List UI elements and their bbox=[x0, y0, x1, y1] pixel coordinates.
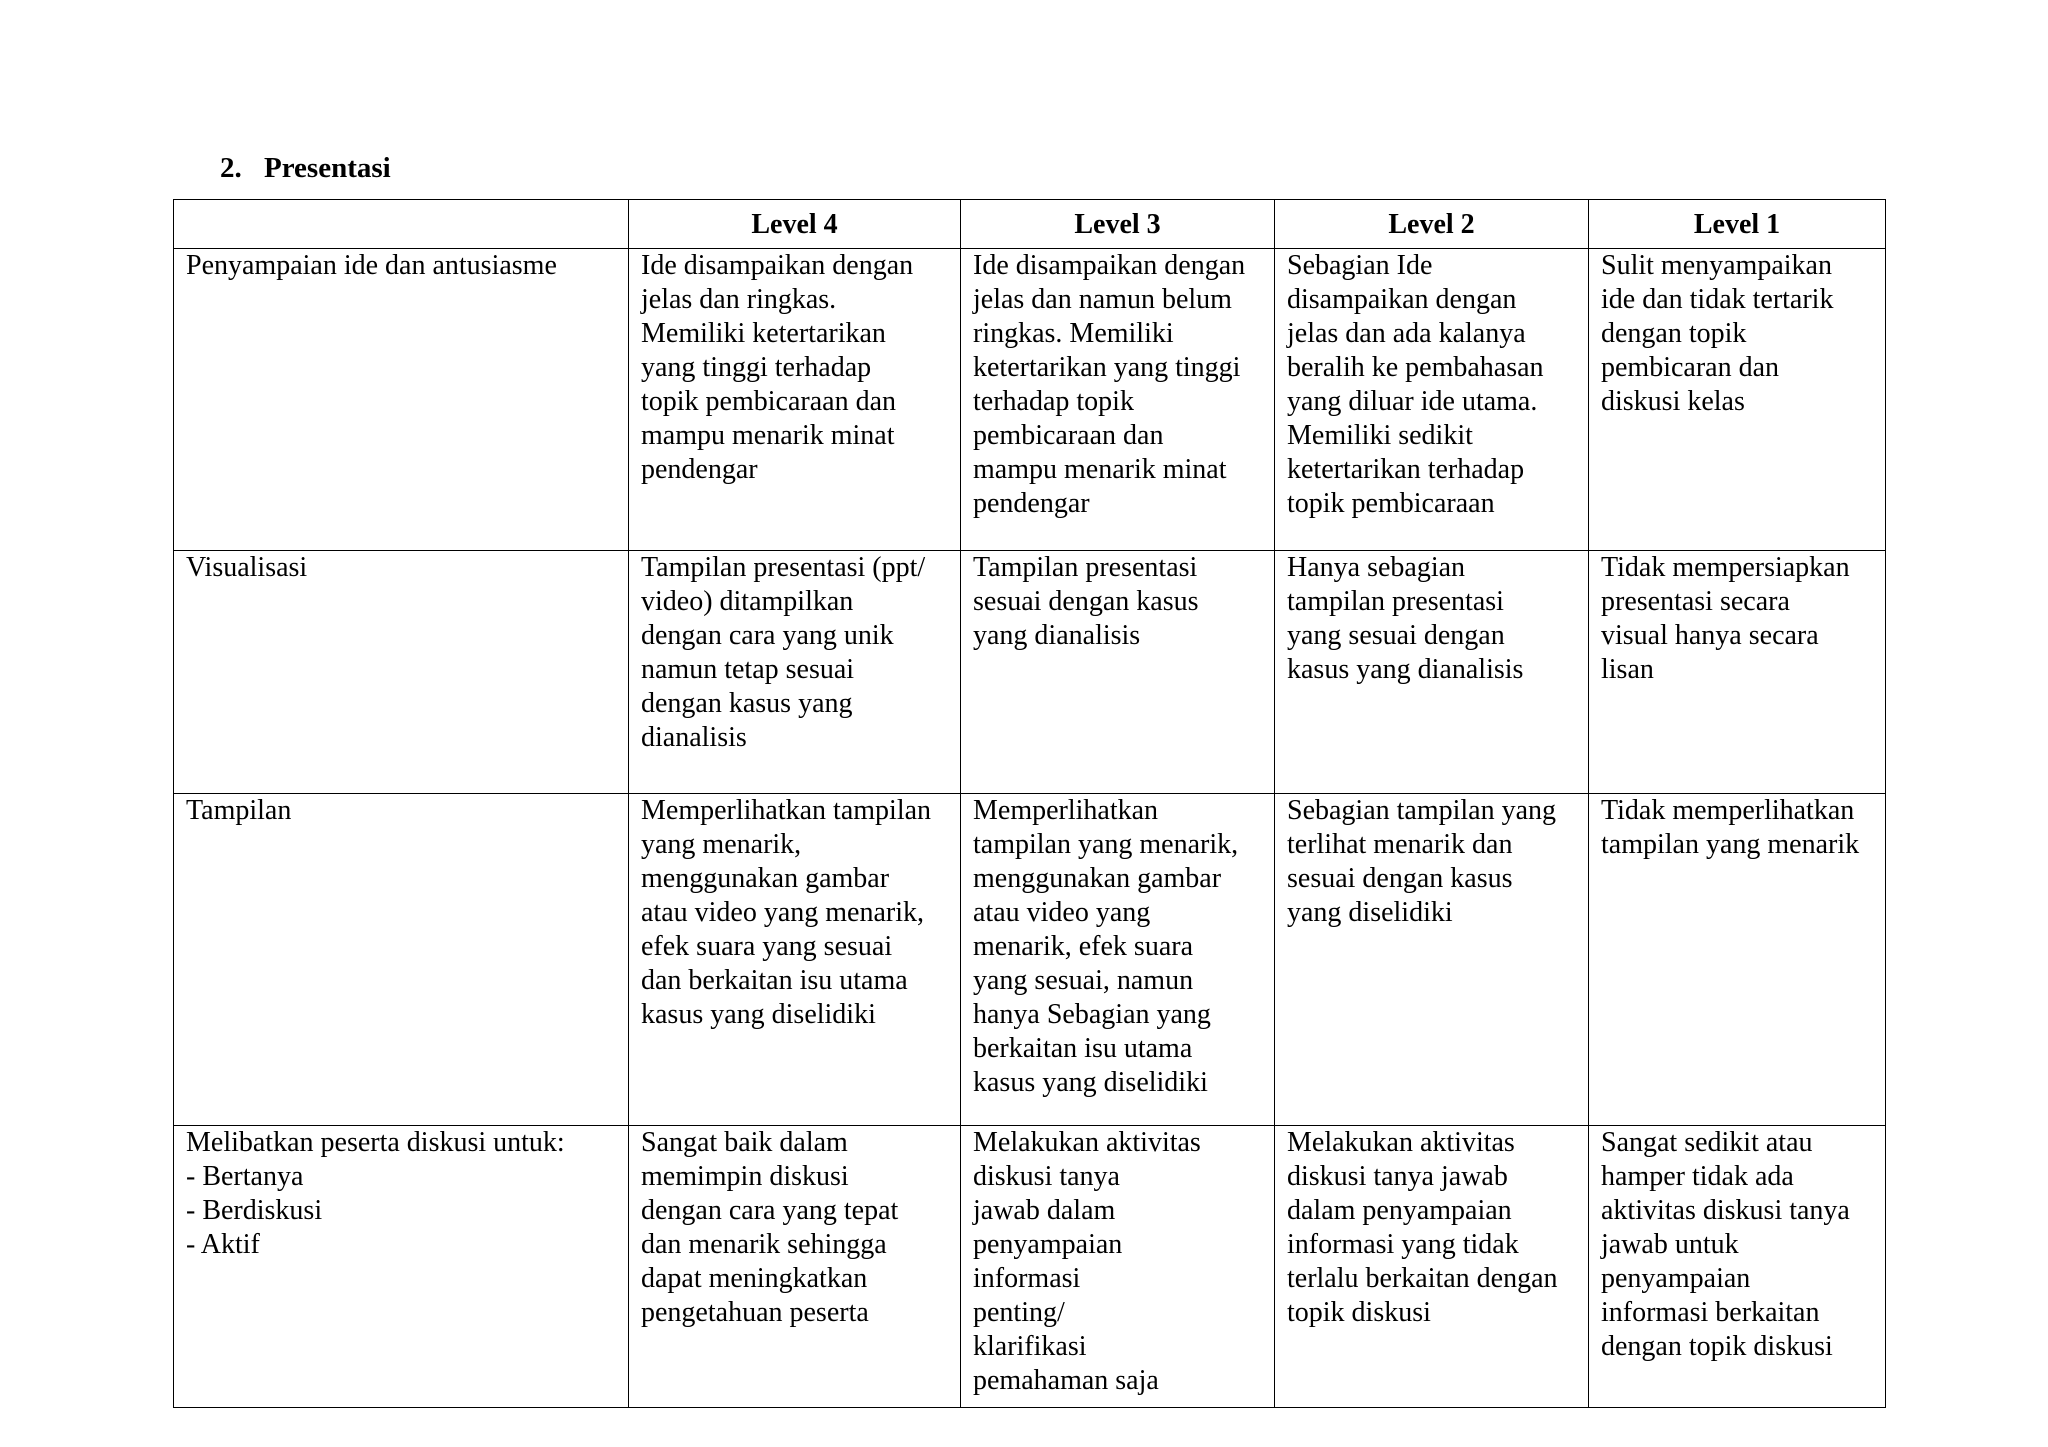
criterion-cell bbox=[174, 551, 629, 794]
level-2-cell bbox=[1275, 249, 1589, 551]
criterion-label: Visualisasi bbox=[186, 552, 308, 583]
level-4-description: Ide disampaikan dengan jelas dan ringkas. Memiliki ketertarikan yang tinggi terhadap topik pembicaraan dan mampu menarik minat pendengar bbox=[641, 250, 914, 485]
criterion-sublist bbox=[186, 1160, 616, 1262]
level-1-cell bbox=[1589, 1126, 1886, 1408]
criterion-label: Melibatkan peserta diskusi untuk: bbox=[186, 1127, 565, 1158]
criterion-label: Penyampaian ide dan antusiasme bbox=[186, 250, 557, 281]
header-level-2: Level 2 bbox=[1275, 200, 1589, 249]
section-number: 2. bbox=[220, 152, 242, 184]
criterion-sublist-item: - Bertanya bbox=[186, 1160, 616, 1194]
table-row bbox=[174, 1126, 1886, 1408]
header-row bbox=[174, 200, 1886, 249]
level-3-cell bbox=[961, 551, 1275, 794]
level-4-cell bbox=[629, 249, 961, 551]
header-criterion bbox=[174, 200, 629, 249]
header-level-1: Level 1 bbox=[1589, 200, 1886, 249]
level-2-cell bbox=[1275, 794, 1589, 1126]
section-heading bbox=[220, 148, 391, 188]
level-3-description: Ide disampaikan dengan jelas dan namun belum ringkas. Memiliki ketertarikan yang tinggi terhadap topik pembicaraan dan mampu menarik minat pendengar bbox=[973, 250, 1246, 519]
table-row bbox=[174, 794, 1886, 1126]
level-3-cell bbox=[961, 794, 1275, 1126]
criterion-label: Tampilan bbox=[186, 795, 292, 826]
level-1-cell bbox=[1589, 551, 1886, 794]
level-2-cell bbox=[1275, 1126, 1589, 1408]
level-1-description: Tidak memperlihatkan tampilan yang menarik bbox=[1601, 795, 1860, 860]
level-2-description: Hanya sebagian tampilan presentasi yang sesuai dengan kasus yang dianalisis bbox=[1287, 552, 1524, 685]
criterion-cell bbox=[174, 249, 629, 551]
level-3-description: Tampilan presentasi sesuai dengan kasus yang dianalisis bbox=[973, 552, 1199, 651]
level-3-cell bbox=[961, 1126, 1275, 1408]
level-3-description: Memperlihatkan tampilan yang menarik, menggunakan gambar atau video yang menarik, efek suara yang sesuai, namun hanya Sebagian yang berkaitan isu utama kasus yang diselidiki bbox=[973, 795, 1239, 1098]
level-1-cell bbox=[1589, 249, 1886, 551]
header-level-3: Level 3 bbox=[961, 200, 1275, 249]
criterion-sublist-item: - Berdiskusi bbox=[186, 1194, 616, 1228]
level-4-description: Tampilan presentasi (ppt/ video) ditampilkan dengan cara yang unik namun tetap sesuai dengan kasus yang dianalisis bbox=[641, 552, 926, 753]
header-level-4: Level 4 bbox=[629, 200, 961, 249]
presentation-rubric-table bbox=[173, 199, 1886, 1408]
criterion-sublist-item: - Aktif bbox=[186, 1228, 616, 1262]
level-2-cell bbox=[1275, 551, 1589, 794]
level-3-description: Melakukan aktivitas diskusi tanya jawab dalam penyampaian informasi penting/ klarifikasi pemahaman saja bbox=[973, 1127, 1201, 1396]
level-4-cell bbox=[629, 1126, 961, 1408]
level-4-description: Memperlihatkan tampilan yang menarik, menggunakan gambar atau video yang menarik, efek suara yang sesuai dan berkaitan isu utama kasus yang diselidiki bbox=[641, 795, 932, 1030]
level-2-description: Sebagian tampilan yang terlihat menarik dan sesuai dengan kasus yang diselidiki bbox=[1287, 795, 1557, 928]
criterion-cell bbox=[174, 794, 629, 1126]
level-3-cell bbox=[961, 249, 1275, 551]
table-row bbox=[174, 249, 1886, 551]
criterion-cell bbox=[174, 1126, 629, 1408]
level-1-description: Tidak mempersiapkan presentasi secara visual hanya secara lisan bbox=[1601, 552, 1850, 685]
section-title: Presentasi bbox=[264, 152, 391, 184]
table-row bbox=[174, 551, 1886, 794]
level-1-description: Sulit menyampaikan ide dan tidak tertarik dengan topik pembicaran dan diskusi kelas bbox=[1601, 250, 1834, 417]
level-1-description: Sangat sedikit atau hamper tidak ada aktivitas diskusi tanya jawab untuk penyampaian informasi berkaitan dengan topik diskusi bbox=[1601, 1127, 1850, 1362]
level-4-cell bbox=[629, 551, 961, 794]
level-4-cell bbox=[629, 794, 961, 1126]
level-4-description: Sangat baik dalam memimpin diskusi dengan cara yang tepat dan menarik sehingga dapat meningkatkan pengetahuan peserta bbox=[641, 1127, 899, 1328]
level-2-description: Sebagian Ide disampaikan dengan jelas dan ada kalanya beralih ke pembahasan yang diluar ide utama. Memiliki sedikit ketertarikan terhadap topik pembicaraan bbox=[1287, 250, 1544, 519]
level-1-cell bbox=[1589, 794, 1886, 1126]
level-2-description: Melakukan aktivitas diskusi tanya jawab dalam penyampaian informasi yang tidak terlalu berkaitan dengan topik diskusi bbox=[1287, 1127, 1558, 1328]
